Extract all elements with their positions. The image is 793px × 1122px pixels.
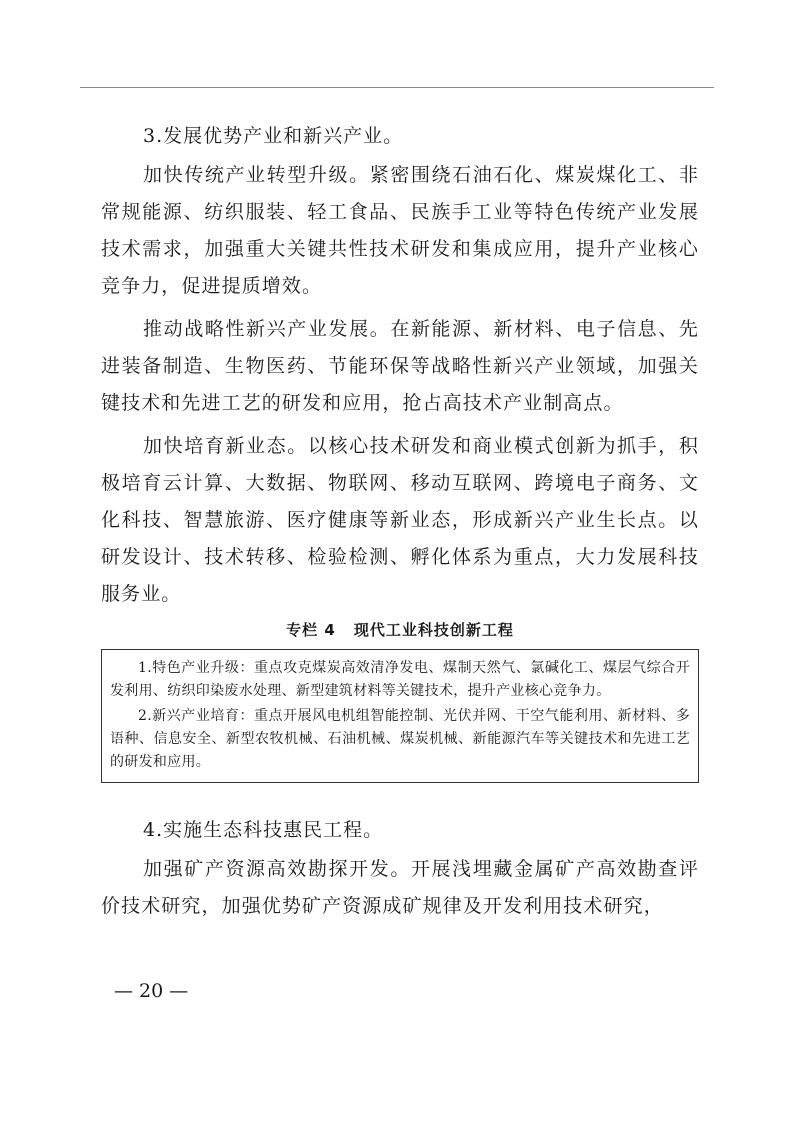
paragraph-new-business-forms: 加快培育新业态。以核心技术研发和商业模式创新为抓手，积极培育云计算、大数据、物联网、移动互联网、跨境电子商务、文化科技、智慧旅游、医疗健康等新业态，形成新兴产业生长点。以研发设计、技术转移、检验检测、孵化体系为重点，大力发展科技服务业。: [101, 435, 699, 605]
section-3-heading: 3.发展优势产业和新兴产业。: [143, 125, 404, 147]
column-item: 1.特色产业升级：重点攻克煤炭高效清净发电、煤制天然气、氯碱化工、煤层气综合开发利用、纺织印染废水处理、新型建筑材料等关键技术，提升产业核心竞争力。: [110, 660, 690, 699]
section-4-heading: 4.实施生态科技惠民工程。: [143, 819, 384, 841]
header-rule: [80, 87, 714, 88]
page-number: — 20 —: [114, 980, 189, 1002]
paragraph-traditional-industry: 加快传统产业转型升级。紧密围绕石油石化、煤炭煤化工、非常规能源、纺织服装、轻工食品、民族手工业等特色传统产业发展技术需求，加强重大关键共性技术研发和集成应用，提升产业核心竞争力，促进提质增效。: [101, 164, 699, 297]
column-name: 现代工业科技创新工程: [353, 621, 514, 639]
column-item: 2.新兴产业培育：重点开展风电机组智能控制、光伏并网、干空气能利用、新材料、多语种、信息安全、新型农牧机械、石油机械、煤炭机械、新能源汽车等关键技术和先进工艺的研发和应用。: [110, 708, 690, 770]
paragraph-mineral-resources: 加强矿产资源高效勘探开发。开展浅埋藏金属矿产高效勘查评价技术研究，加强优势矿产资源成矿规律及开发利用技术研究，: [101, 858, 699, 917]
column-label: 专栏 4: [286, 621, 336, 639]
paragraph-emerging-industry: 推动战略性新兴产业发展。在新能源、新材料、电子信息、先进装备制造、生物医药、节能环保等战略性新兴产业领域，加强关键技术和先进工艺的研发和应用，抢占高技术产业制高点。: [101, 318, 699, 414]
document-body: [101, 115, 699, 931]
column-box: [101, 649, 699, 783]
column-title: [101, 619, 699, 640]
